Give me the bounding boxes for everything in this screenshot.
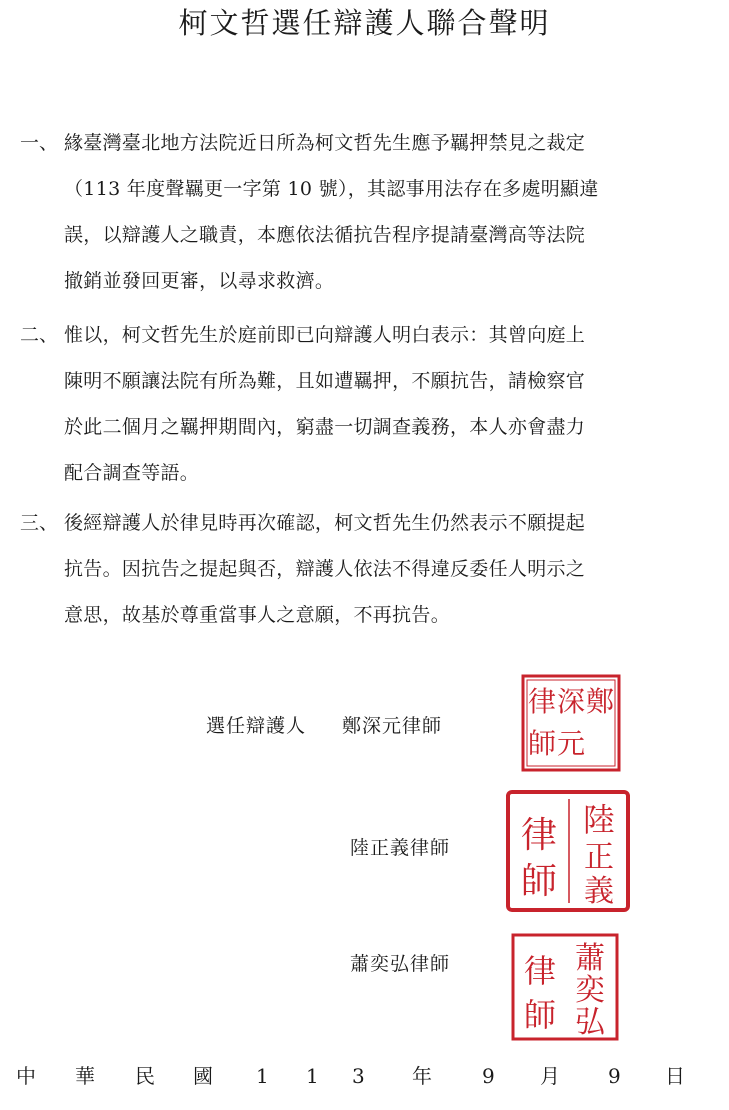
item-line: 於此二個月之羈押期間內，窮盡一切調查義務，本人亦會盡力 [64, 416, 586, 438]
signature-name-3: 蕭奕弘律師 [350, 953, 451, 975]
item-line: 意思，故基於尊重當事人之意願，不再抗告。 [64, 604, 451, 626]
item-line: 抗告。因抗告之提起與否，辯護人依法不得違反委任人明示之 [64, 558, 586, 580]
seal-char: 律 [520, 815, 558, 856]
signature-name-2: 陸正義律師 [350, 837, 451, 859]
date-char: 年 [412, 1064, 432, 1088]
lawyer-seal-1 [520, 673, 622, 773]
date-char: 日 [665, 1064, 685, 1088]
item-line: （113 年度聲羈更一字第 10 號），其認事用法存在多處明顯違 [64, 178, 599, 200]
seal-char: 師 [527, 727, 557, 760]
seal-char: 律 [527, 685, 557, 718]
seal-char: 弘 [575, 1005, 605, 1040]
date-char: 月 [540, 1064, 560, 1088]
date-char: 華 [75, 1064, 95, 1088]
date-char: 中 [16, 1064, 36, 1088]
date-char: 3 [352, 1064, 365, 1088]
date-char: 9 [608, 1064, 621, 1088]
date-char: 1 [306, 1064, 319, 1088]
seal-char: 正 [584, 840, 614, 875]
item-number: 二、 [20, 324, 59, 346]
seal-char: 師 [520, 861, 558, 902]
seal-char: 義 [584, 874, 614, 909]
item-number: 一、 [20, 132, 59, 154]
item-number: 三、 [20, 512, 59, 534]
signature-role: 選任辯護人 [206, 715, 307, 737]
item-line: 陳明不願讓法院有所為難，且如遭羈押，不願抗告，請檢察官 [64, 370, 586, 392]
signature-name-1: 鄭深元律師 [342, 715, 443, 737]
seal-char: 律 [523, 952, 557, 990]
seal-char: 深 [556, 685, 586, 718]
item-line: 配合調查等語。 [64, 462, 200, 484]
lawyer-seal-3 [510, 932, 620, 1042]
seal-char: 鄭 [585, 685, 615, 718]
date-char: 國 [193, 1064, 213, 1088]
seal-char: 陸 [582, 801, 616, 839]
date-char: 1 [256, 1064, 269, 1088]
seal-char: 元 [556, 727, 586, 760]
date-char: 民 [135, 1064, 155, 1088]
lawyer-seal-2 [505, 789, 631, 913]
item-line: 惟以，柯文哲先生於庭前即已向辯護人明白表示：其曾向庭上 [64, 324, 586, 346]
date-char: 9 [482, 1064, 495, 1088]
item-line: 緣臺灣臺北地方法院近日所為柯文哲先生應予羈押禁見之裁定 [64, 132, 586, 154]
document-title: 柯文哲選任辯護人聯合聲明 [178, 6, 551, 40]
item-line: 後經辯護人於律見時再次確認，柯文哲先生仍然表示不願提起 [64, 512, 586, 534]
seal-char: 奕 [575, 973, 605, 1008]
seal-char: 蕭 [575, 941, 605, 976]
item-line: 誤，以辯護人之職責，本應依法循抗告程序提請臺灣高等法院 [64, 224, 586, 246]
item-line: 撤銷並發回更審，以尋求救濟。 [64, 270, 335, 292]
seal-char: 師 [523, 996, 557, 1034]
